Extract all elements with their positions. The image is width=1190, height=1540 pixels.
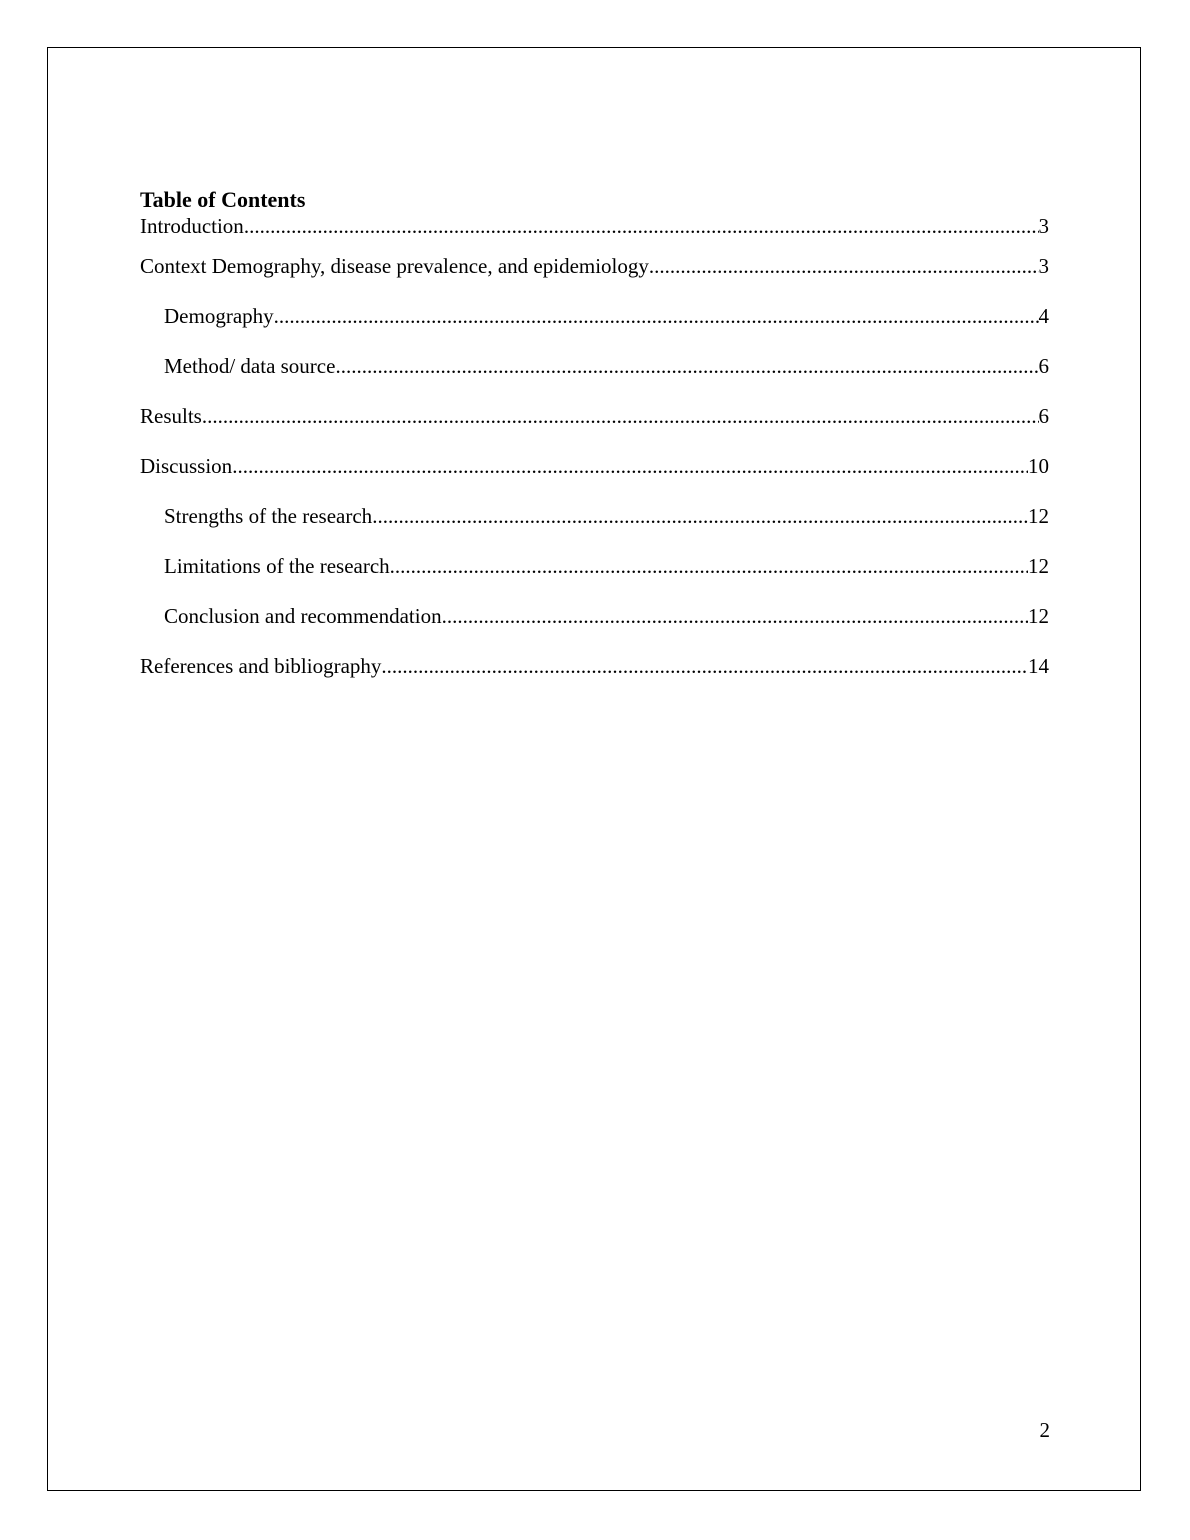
dot-leader bbox=[335, 354, 1038, 378]
toc-entry-page: 3 bbox=[1038, 254, 1049, 278]
toc-entry-discussion[interactable] bbox=[140, 454, 1049, 504]
dot-leader bbox=[372, 504, 1028, 528]
toc-entry-references[interactable] bbox=[140, 654, 1049, 704]
toc-entry-label: Conclusion and recommendation bbox=[164, 604, 442, 628]
toc-list bbox=[140, 202, 1049, 704]
toc-entry-label: Introduction bbox=[140, 214, 244, 238]
dot-leader bbox=[649, 254, 1039, 278]
toc-entry-page: 4 bbox=[1038, 304, 1049, 328]
toc-entry-strengths[interactable] bbox=[140, 504, 1049, 554]
toc-entry-label: Limitations of the research bbox=[164, 554, 390, 578]
dot-leader bbox=[381, 654, 1028, 678]
toc-entry-method-data-source[interactable] bbox=[140, 354, 1049, 404]
toc-entry-label: Demography bbox=[164, 304, 274, 328]
toc-entry-page: 3 bbox=[1038, 214, 1049, 238]
toc-entry-label: Strengths of the research bbox=[164, 504, 373, 528]
toc-entry-page: 12 bbox=[1028, 604, 1049, 628]
table-of-contents bbox=[140, 186, 1049, 704]
toc-entry-limitations[interactable] bbox=[140, 554, 1049, 604]
dot-leader bbox=[202, 404, 1039, 428]
dot-leader bbox=[274, 304, 1039, 328]
toc-entry-page: 6 bbox=[1038, 404, 1049, 428]
dot-leader bbox=[232, 454, 1028, 478]
toc-entry-label: Context Demography, disease prevalence, and epidemiology bbox=[140, 254, 649, 278]
dot-leader bbox=[442, 604, 1028, 628]
toc-entry-page: 12 bbox=[1028, 504, 1049, 528]
toc-entry-conclusion[interactable] bbox=[140, 604, 1049, 654]
toc-entry-page: 6 bbox=[1038, 354, 1049, 378]
toc-entry-page: 12 bbox=[1028, 554, 1049, 578]
toc-entry-label: Discussion bbox=[140, 454, 233, 478]
toc-entry-label: Results bbox=[140, 404, 202, 428]
toc-entry-page: 14 bbox=[1028, 654, 1049, 678]
toc-entry-label: References and bibliography bbox=[140, 654, 382, 678]
toc-entry-label: Method/ data source bbox=[164, 354, 336, 378]
toc-entry-demography[interactable] bbox=[140, 304, 1049, 354]
dot-leader bbox=[390, 554, 1028, 578]
dot-leader bbox=[244, 214, 1039, 238]
toc-title: Table of Contents bbox=[140, 187, 306, 212]
toc-entry-page: 10 bbox=[1028, 454, 1049, 478]
toc-entry-context-demography[interactable] bbox=[140, 254, 1049, 304]
page-number: 2 bbox=[1039, 1418, 1050, 1442]
toc-entry-results[interactable] bbox=[140, 404, 1049, 454]
